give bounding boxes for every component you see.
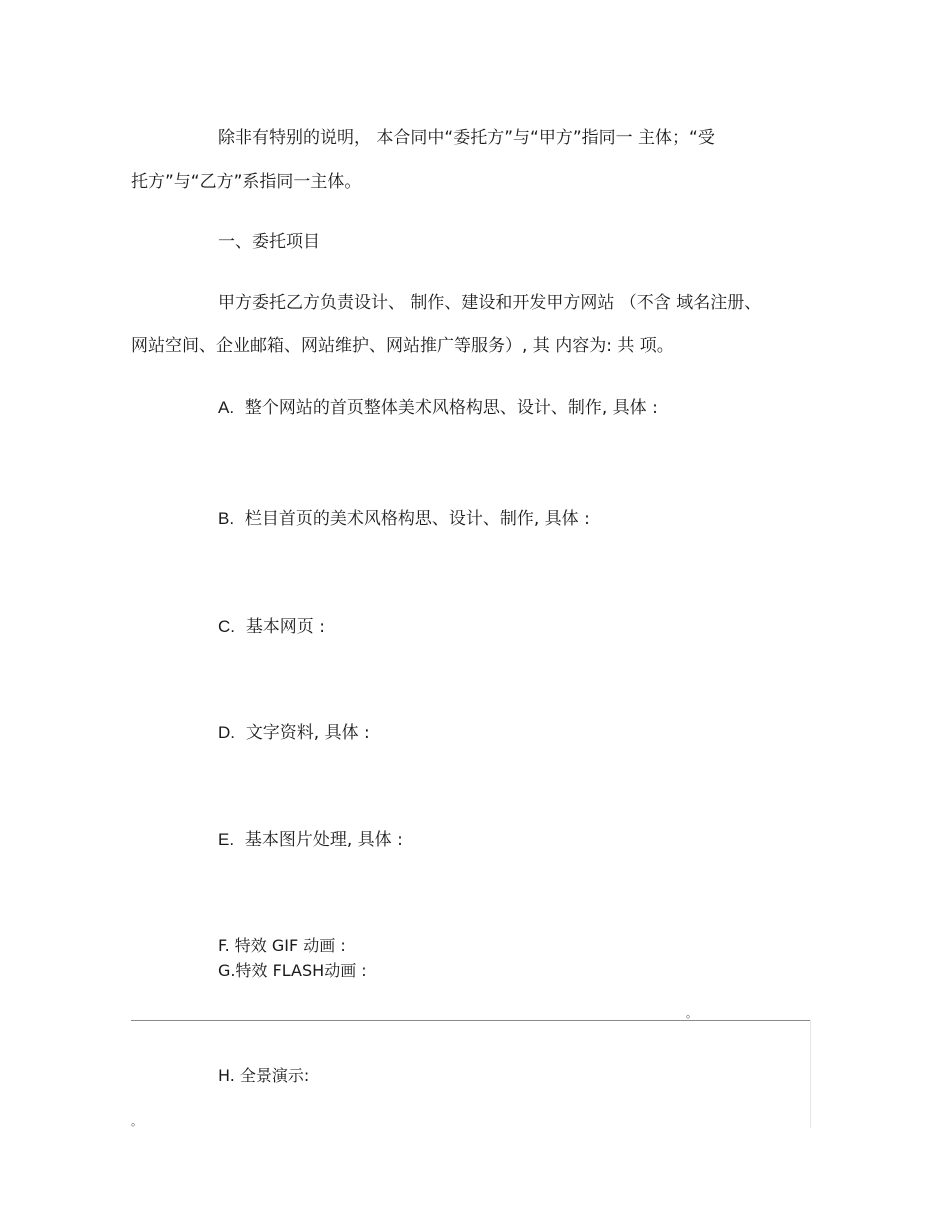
frame-border-right	[810, 1020, 811, 1128]
page-divider	[131, 1020, 811, 1021]
list-item-g: G.特效 FLASH动画 :	[218, 961, 367, 980]
list-item-d	[218, 723, 370, 743]
list-item-text: 基本网页 :	[245, 617, 325, 637]
section-heading: 一、委托项目	[218, 232, 320, 252]
list-item-b	[218, 509, 590, 529]
list-item-letter: D.	[218, 723, 235, 742]
list-item-f: F. 特效 GIF 动画 :	[218, 936, 346, 955]
list-item-text: 文字资料, 具体 :	[245, 723, 370, 743]
intro-line-2: 托方”与“乙方”系指同一主体。	[131, 172, 362, 192]
list-item-text: 整个网站的首页整体美术风格构思、设计、制作, 具体 :	[244, 398, 658, 418]
section-paragraph-line-2: 网站空间、企业邮箱、网站维护、网站推广等服务）, 其 内容为: 共 项。	[131, 336, 674, 356]
list-item-a	[218, 398, 658, 418]
list-item-letter: B.	[218, 509, 235, 528]
intro-line-1: 除非有特别的说明， 本合同中“委托方”与“甲方”指同一 主体；“受	[218, 128, 715, 148]
list-item-h: H. 全景演示:	[218, 1066, 310, 1085]
list-item-text: 基本图片处理, 具体 :	[244, 830, 403, 850]
list-item-text: 栏目首页的美术风格构思、设计、制作, 具体 :	[244, 509, 590, 529]
period-mark-left: 。	[131, 1115, 142, 1128]
list-item-letter: A.	[218, 398, 235, 417]
list-item-e	[218, 830, 403, 850]
list-item-letter: C.	[218, 617, 235, 636]
list-item-letter: E.	[218, 830, 235, 849]
section-paragraph-line-1: 甲方委托乙方负责设计、 制作、建设和开发甲方网站 （不含 域名注册、	[218, 293, 762, 313]
list-item-c	[218, 617, 325, 637]
period-mark-right: 。	[686, 1007, 697, 1020]
